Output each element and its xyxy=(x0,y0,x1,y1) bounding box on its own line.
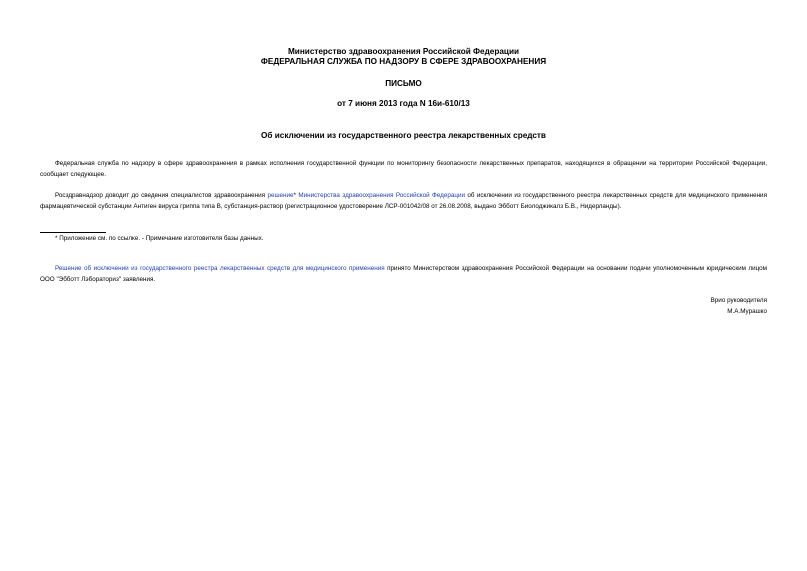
footnote-divider xyxy=(40,232,106,233)
signature-name: М.А.Мурашко xyxy=(727,308,767,315)
paragraph-decision-text: принято Министерством здравоохранения Российской Федерации на основании подачи уполномоченным юридическим лицом ООО "Эбботт Лэбораториз" заявления. xyxy=(40,265,767,283)
ministry-link[interactable]: Министерства здравоохранения Российской Федерации xyxy=(298,192,465,199)
ministry-title: Министерство здравоохранения Российской Федерации xyxy=(287,47,520,56)
footnote-marker: * xyxy=(293,192,299,199)
paragraph-notice-text-start: Росздравнадзор доводит до сведения специалистов здравоохранения xyxy=(55,192,268,199)
footnote-text: * Приложение см. по ссылке. - Примечание изготовителя базы данных. xyxy=(55,235,264,242)
document-type: ПИСЬМО xyxy=(385,79,422,88)
paragraph-notice-text-end: об исключении из государственного реестра лекарственных средств для медицинского применения фармацевтической субстанции Антиген вируса гриппа типа B, субстанция-раствор (регистрационное удостоверение ЛСР-001042/08 от 26.08.2008, выдано Эбботт Биолоджикалз Б.В., Нидерланды). xyxy=(40,192,767,210)
decision-document-link[interactable]: Решение об исключении из государственного реестра лекарственных средств для медицинского применения xyxy=(55,265,385,272)
service-title: ФЕДЕРАЛЬНАЯ СЛУЖБА ПО НАДЗОРУ В СФЕРЕ ЗДРАВООХРАНЕНИЯ xyxy=(260,57,547,66)
paragraph-notice xyxy=(40,191,767,212)
decision-link[interactable]: решение xyxy=(267,192,294,199)
document-date-number: от 7 июня 2013 года N 16и-610/13 xyxy=(337,99,470,108)
paragraph-decision xyxy=(40,264,767,285)
signature-position: Врио руководителя xyxy=(710,297,767,304)
document-subject: Об исключении из государственного реестра лекарственных средств xyxy=(261,131,546,140)
paragraph-intro: Федеральная служба по надзору в сфере здравоохранения в рамках исполнения государственной функции по мониторингу безопасности лекарственных препаратов, находящихся в обращении на территории Российской Федерации, сообщает следующее. xyxy=(40,160,767,178)
